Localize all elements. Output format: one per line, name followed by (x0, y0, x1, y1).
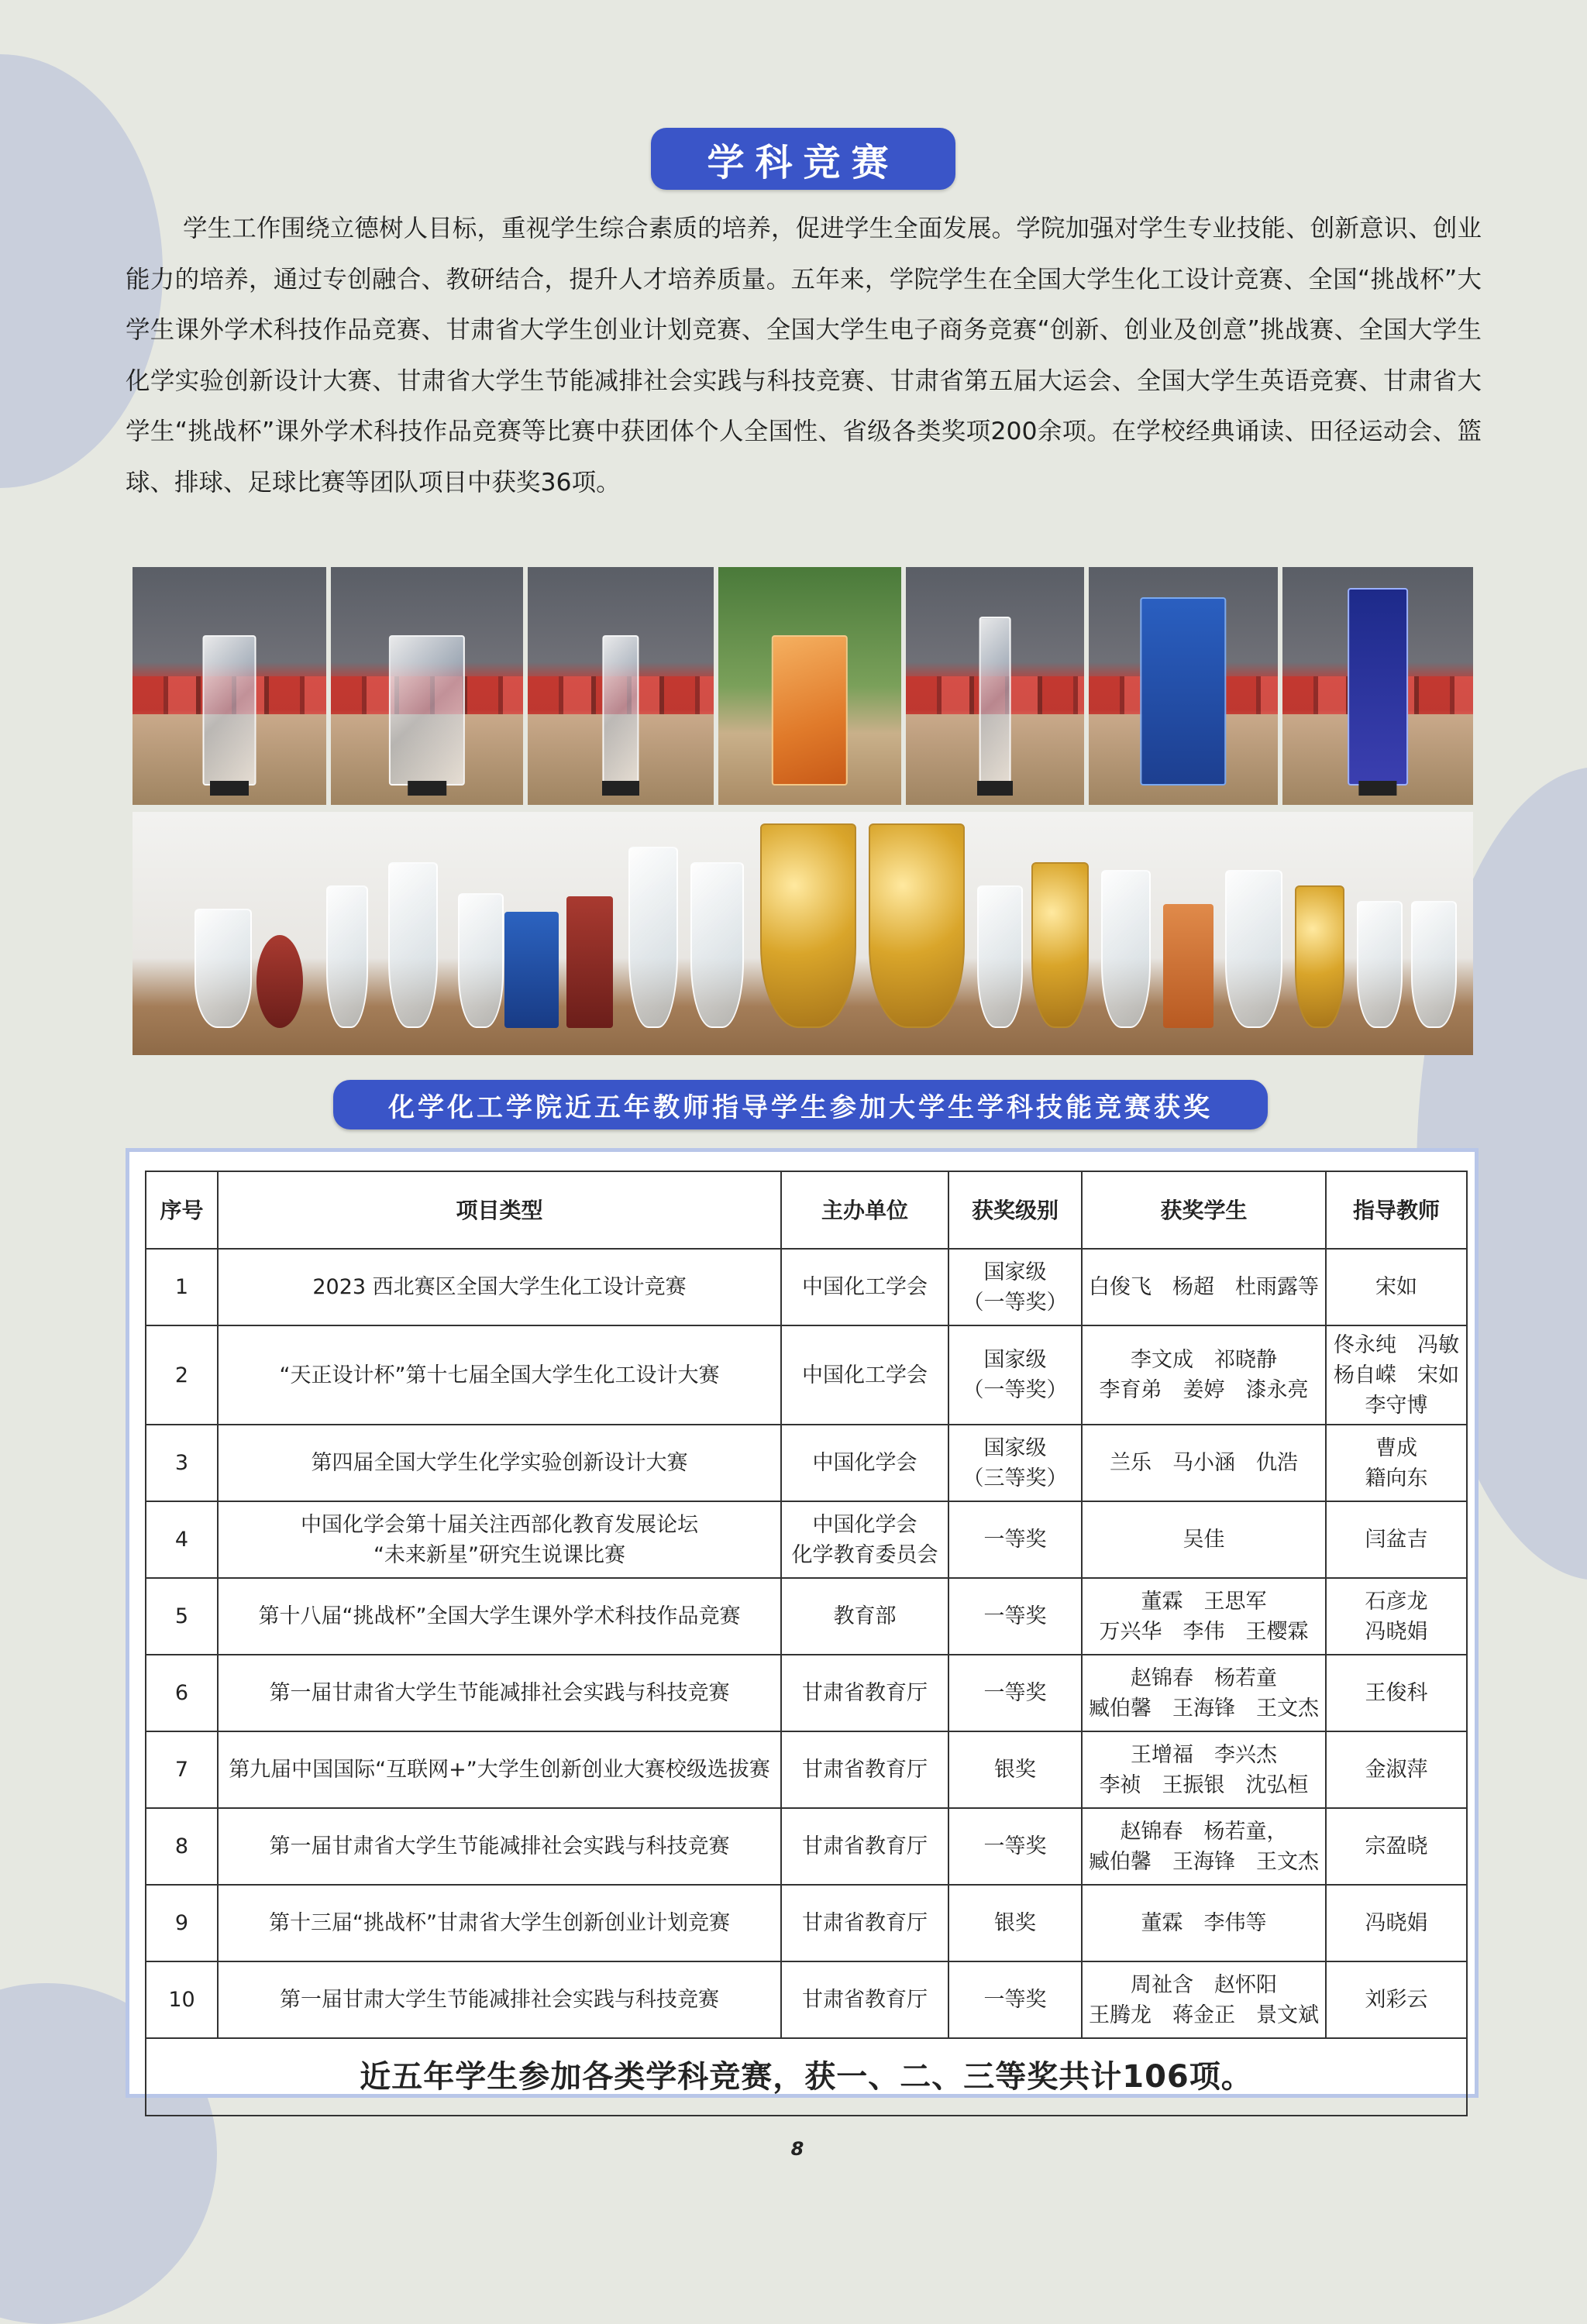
trophy-photo-5 (906, 567, 1084, 805)
cell-teachers-line: 李守博 (1365, 1393, 1428, 1418)
cell-organizer (781, 1501, 948, 1578)
cell-organizer-line: 中国化学会 (812, 1451, 917, 1475)
cell-project (218, 1885, 781, 1961)
cell-teachers (1326, 1731, 1467, 1808)
cell-project (218, 1655, 781, 1731)
cell-teachers (1326, 1961, 1467, 2038)
header-no: 序号 (146, 1171, 218, 1249)
cell-level (948, 1501, 1082, 1578)
cell-level (948, 1961, 1082, 2038)
cell-project-line: “天正设计杯”第十七届全国大学生化工设计大赛 (279, 1363, 720, 1387)
cell-no: 10 (146, 1961, 218, 2038)
cell-no: 7 (146, 1731, 218, 1808)
cell-no: 4 (146, 1501, 218, 1578)
cell-teachers-line: 宋如 (1375, 1275, 1417, 1299)
cell-level-line: 银奖 (994, 1758, 1036, 1782)
header-teachers: 指导教师 (1326, 1171, 1467, 1249)
cell-students (1082, 1885, 1326, 1961)
cell-students-line: 臧伯馨 王海锋 王文杰 (1089, 1696, 1319, 1721)
table-row (146, 1578, 1467, 1655)
cell-students-line: 赵锦春 杨若童， (1120, 1819, 1288, 1844)
cell-level-line: 国家级 (983, 1435, 1047, 1460)
cell-project (218, 1961, 781, 2038)
cell-students-line: 李文成 祁晓静 (1131, 1348, 1277, 1372)
cell-project-line: 第四届全国大学生化学实验创新设计大赛 (311, 1451, 688, 1475)
cell-organizer-line: 甘肃省教育厅 (802, 1911, 928, 1935)
cell-level-line: 国家级 (983, 1260, 1047, 1284)
cell-students (1082, 1325, 1326, 1425)
cell-no: 9 (146, 1885, 218, 1961)
cell-project-line: 第十三届“挑战杯”甘肃省大学生创新创业计划竞赛 (269, 1911, 730, 1935)
cell-organizer-line: 甘肃省教育厅 (802, 1988, 928, 2012)
table-header-row (146, 1171, 1467, 1249)
cell-teachers-line: 刘彩云 (1365, 1988, 1428, 2012)
cell-teachers-line: 杨自嵘 宋如 (1334, 1363, 1459, 1387)
cell-teachers (1326, 1808, 1467, 1885)
cell-students (1082, 1501, 1326, 1578)
cell-organizer-line: 教育部 (833, 1604, 897, 1628)
cell-no: 6 (146, 1655, 218, 1731)
cell-organizer-line: 中国化工学会 (802, 1363, 928, 1387)
cell-teachers-line: 闫盆吉 (1365, 1528, 1428, 1552)
cell-project (218, 1808, 781, 1885)
header-organizer: 主办单位 (781, 1171, 948, 1249)
cell-students-line: 董霖 李伟等 (1141, 1911, 1267, 1935)
trophy-photo-4 (718, 567, 901, 805)
cell-teachers (1326, 1501, 1467, 1578)
cell-teachers-line: 曹成 (1375, 1435, 1417, 1460)
cell-level-line: 一等奖 (983, 1988, 1047, 2012)
cell-organizer-line: 甘肃省教育厅 (802, 1681, 928, 1705)
cell-teachers-line: 金淑萍 (1365, 1758, 1428, 1782)
cell-students (1082, 1425, 1326, 1501)
trophy-shelf-photo (133, 812, 1473, 1055)
cell-students-line: 周祉含 赵怀阳 (1131, 1972, 1277, 1997)
cell-organizer (781, 1425, 948, 1501)
trophy-photo-3 (528, 567, 714, 805)
cell-students (1082, 1961, 1326, 2038)
cell-organizer-line: 中国化学会 (812, 1512, 917, 1537)
cell-students (1082, 1808, 1326, 1885)
cell-level-line: 银奖 (994, 1911, 1036, 1935)
cell-level (948, 1885, 1082, 1961)
cell-project (218, 1249, 781, 1325)
cell-level-line: 一等奖 (983, 1834, 1047, 1858)
trophy-photo-collage (133, 567, 1473, 1055)
cell-organizer-line: 化学教育委员会 (791, 1542, 938, 1567)
cell-level (948, 1578, 1082, 1655)
cell-students-line: 白俊飞 杨超 杜雨露等 (1089, 1275, 1319, 1299)
cell-level-line: 一等奖 (983, 1604, 1047, 1628)
cell-level (948, 1808, 1082, 1885)
cell-level (948, 1731, 1082, 1808)
cell-project-line: 第十八届“挑战杯”全国大学生课外学术科技作品竞赛 (258, 1604, 741, 1628)
cell-no: 5 (146, 1578, 218, 1655)
cell-teachers (1326, 1885, 1467, 1961)
trophy-photo-1 (133, 567, 326, 805)
cell-organizer-line: 甘肃省教育厅 (802, 1758, 928, 1782)
table-row (146, 1885, 1467, 1961)
cell-teachers (1326, 1655, 1467, 1731)
cell-organizer (781, 1808, 948, 1885)
table-row (146, 1501, 1467, 1578)
cell-organizer (781, 1325, 948, 1425)
cell-level (948, 1249, 1082, 1325)
cell-level-line: 国家级 (983, 1348, 1047, 1372)
cell-students-line: 李祯 王振银 沈弘桓 (1099, 1772, 1309, 1797)
cell-project (218, 1578, 781, 1655)
cell-students-line: 万兴华 李伟 王樱霖 (1099, 1619, 1309, 1644)
cell-teachers (1326, 1578, 1467, 1655)
cell-organizer-line: 甘肃省教育厅 (802, 1834, 928, 1858)
cell-students-line: 李育弟 姜婷 漆永亮 (1099, 1378, 1309, 1402)
page-number: 8 (790, 2138, 804, 2160)
cell-teachers-line: 籍向东 (1365, 1466, 1428, 1490)
cell-level-line: （一等奖） (962, 1290, 1068, 1315)
cell-project-line: 第一届甘肃省大学生节能减排社会实践与科技竞赛 (269, 1834, 730, 1858)
cell-project-line: 第一届甘肃省大学生节能减排社会实践与科技竞赛 (269, 1681, 730, 1705)
cell-level (948, 1655, 1082, 1731)
total-summary: 近五年学生参加各类学科竞赛，获一、二、三等奖共计106项。 (146, 2038, 1467, 2116)
cell-students-line: 王增福 李兴杰 (1131, 1742, 1277, 1767)
cell-teachers (1326, 1425, 1467, 1501)
cell-students (1082, 1731, 1326, 1808)
table-row (146, 1655, 1467, 1731)
intro-paragraph: 学生工作围绕立德树人目标，重视学生综合素质的培养，促进学生全面发展。学院加强对学生专业技能、创新意识、创业能力的培养，通过专创融合、教研结合，提升人才培养质量。五年来，学院学生在全国大学生化工设计竞赛、全国“挑战杯”大学生课外学术科技作品竞赛、甘肃省大学生创业计划竞赛、全国大学生电子商务竞赛“创新、创业及创意”挑战赛、全国大学生化学实验创新设计大赛、甘肃省大学生节能减排社会实践与科技竞赛、甘肃省第五届大运会、全国大学生英语竞赛、甘肃省大学生“挑战杯”课外学术科技作品竞赛等比赛中获团体个人全国性、省级各类奖项200余项。在学校经典诵读、田径运动会、篮球、排球、足球比赛等团队项目中获奖36项。 (126, 215, 1482, 497)
cell-no: 1 (146, 1249, 218, 1325)
cell-project (218, 1325, 781, 1425)
cell-project (218, 1501, 781, 1578)
cell-no: 8 (146, 1808, 218, 1885)
cell-organizer (781, 1885, 948, 1961)
cell-project (218, 1731, 781, 1808)
cell-project-line: “未来新星”研究生说课比赛 (374, 1542, 625, 1567)
cell-teachers (1326, 1325, 1467, 1425)
cell-project-line: 第九届中国国际“互联网+”大学生创新创业大赛校级选拔赛 (229, 1758, 770, 1782)
header-level: 获奖级别 (948, 1171, 1082, 1249)
cell-project-line: 中国化学会第十届关注西部化教育发展论坛 (301, 1512, 698, 1537)
cell-level-line: （三等奖） (962, 1466, 1068, 1490)
cell-students-line: 兰乐 马小涵 仇浩 (1110, 1451, 1298, 1475)
header-students: 获奖学生 (1082, 1171, 1326, 1249)
total-row (146, 2038, 1467, 2116)
table-row (146, 1808, 1467, 1885)
cell-level (948, 1325, 1082, 1425)
cell-students (1082, 1578, 1326, 1655)
cell-level-line: 一等奖 (983, 1681, 1047, 1705)
cell-level-line: （一等奖） (962, 1378, 1068, 1402)
awards-table-panel (126, 1148, 1479, 2098)
cell-organizer (781, 1578, 948, 1655)
trophy-photo-2 (331, 567, 523, 805)
trophy-photo-6 (1089, 567, 1278, 805)
cell-teachers-line: 王俊科 (1365, 1681, 1428, 1705)
cell-project-line: 第一届甘肃大学生节能减排社会实践与科技竞赛 (280, 1988, 719, 2012)
cell-students-line: 赵锦春 杨若童 (1131, 1666, 1277, 1690)
cell-organizer-line: 中国化工学会 (802, 1275, 928, 1299)
cell-teachers-line: 石彦龙 (1365, 1589, 1428, 1614)
table-row (146, 1961, 1467, 2038)
cell-no: 2 (146, 1325, 218, 1425)
cell-teachers-line: 佟永纯 冯敏 (1334, 1332, 1459, 1357)
cell-students-line: 吴佳 (1183, 1528, 1225, 1552)
cell-students (1082, 1249, 1326, 1325)
table-row (146, 1731, 1467, 1808)
table-row (146, 1249, 1467, 1325)
cell-no: 3 (146, 1425, 218, 1501)
cell-students-line: 王腾龙 蒋金正 景文斌 (1089, 2003, 1319, 2027)
header-project: 项目类型 (218, 1171, 781, 1249)
table-row (146, 1425, 1467, 1501)
cell-teachers-line: 冯晓娟 (1365, 1619, 1428, 1644)
cell-organizer (781, 1731, 948, 1808)
awards-table (145, 1171, 1468, 2116)
cell-project-line: 2023 西北赛区全国大学生化工设计竞赛 (312, 1275, 687, 1299)
cell-students-line: 董霖 王思军 (1141, 1589, 1267, 1614)
cell-students-line: 臧伯馨 王海锋 王文杰 (1089, 1849, 1319, 1874)
section-title: 学科竞赛 (651, 128, 955, 190)
cell-teachers-line: 宗盈晓 (1365, 1834, 1428, 1858)
cell-project (218, 1425, 781, 1501)
cell-level-line: 一等奖 (983, 1528, 1047, 1552)
cell-teachers-line: 冯晓娟 (1365, 1911, 1428, 1935)
cell-organizer (781, 1961, 948, 2038)
trophy-photo-7 (1282, 567, 1473, 805)
table-title: 化学化工学院近五年教师指导学生参加大学生学科技能竞赛获奖 (333, 1080, 1268, 1129)
cell-students (1082, 1655, 1326, 1731)
cell-level (948, 1425, 1082, 1501)
cell-organizer (781, 1249, 948, 1325)
cell-teachers (1326, 1249, 1467, 1325)
cell-organizer (781, 1655, 948, 1731)
table-row (146, 1325, 1467, 1425)
